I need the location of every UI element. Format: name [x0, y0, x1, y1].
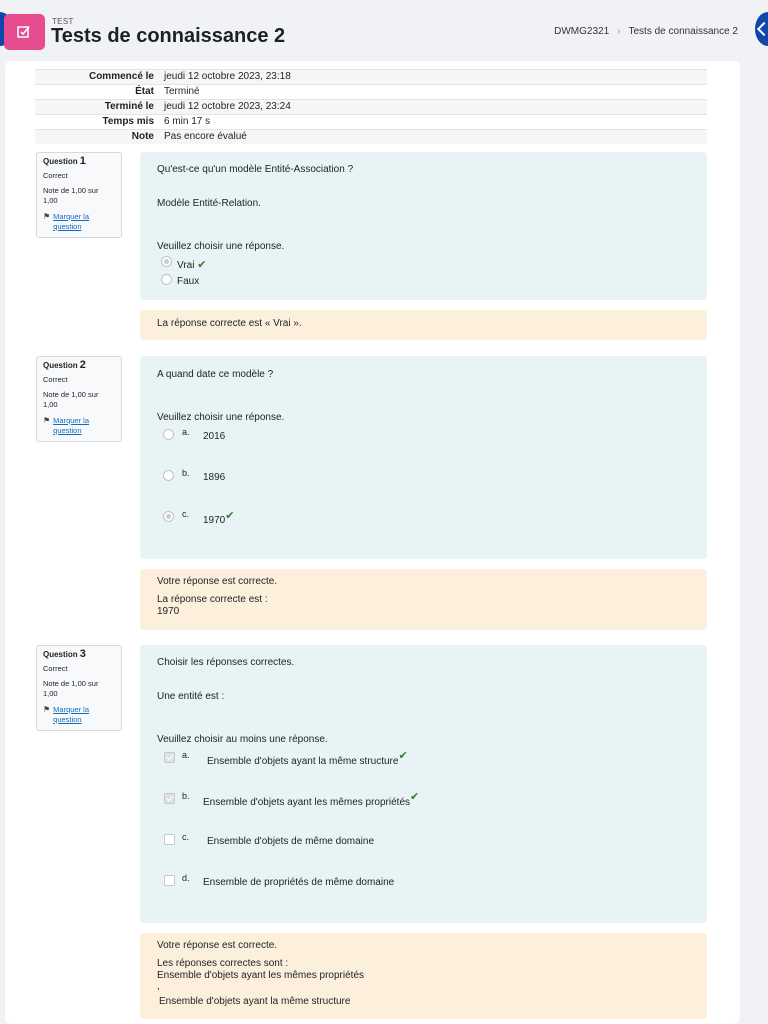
- answer-checkbox-d[interactable]: [164, 875, 175, 886]
- answer-letter: a.: [182, 750, 190, 760]
- feedback-text: Votre réponse est correcte.: [157, 940, 278, 951]
- answer-option-faux: Faux: [177, 276, 200, 287]
- feedback-text: Les réponses correctes sont :: [157, 958, 289, 969]
- answer-option-a: [207, 749, 408, 767]
- question-feedback-3: [140, 933, 707, 1019]
- answer-letter: a.: [182, 427, 190, 437]
- flag-icon: ⚑: [43, 212, 51, 221]
- breadcrumb: [554, 26, 738, 37]
- answer-option-vrai: [177, 258, 206, 271]
- answer-option-c: Ensemble d'objets de même domaine: [207, 836, 375, 847]
- question-state: Correct: [43, 664, 68, 673]
- feedback-text: ,: [157, 981, 160, 992]
- answer-radio-c[interactable]: [163, 511, 174, 522]
- answer-prompt: Veuillez choisir au moins une réponse.: [157, 734, 328, 745]
- answer-letter: b.: [182, 468, 190, 478]
- answer-prompt: Veuillez choisir une réponse.: [157, 241, 285, 252]
- answer-prompt: Veuillez choisir une réponse.: [157, 412, 285, 423]
- flag-question-link[interactable]: Marquer la question: [53, 416, 90, 435]
- summary-value: jeudi 12 octobre 2023, 23:18: [159, 70, 707, 85]
- question-info-2: [36, 356, 122, 442]
- answer-radio-a[interactable]: [163, 429, 174, 440]
- question-grade: Note de 1,00 sur 1,00: [43, 390, 99, 409]
- question-feedback-1: [140, 310, 707, 340]
- question-text: Qu'est-ce qu'un modèle Entité-Association ?: [157, 164, 354, 175]
- feedback-text: 1970: [157, 606, 180, 617]
- answer-option-a: 2016: [203, 431, 226, 442]
- answer-checkbox-b[interactable]: [164, 793, 175, 804]
- correct-check-icon: ✔: [197, 259, 207, 271]
- summary-value: jeudi 12 octobre 2023, 23:24: [159, 100, 707, 115]
- answer-checkbox-a[interactable]: [164, 752, 175, 763]
- summary-row: [35, 130, 707, 145]
- answer-label: Ensemble d'objets ayant la même structure: [207, 756, 399, 767]
- question-content-2: [140, 356, 707, 559]
- question-number: 2: [79, 359, 86, 371]
- answer-radio-faux[interactable]: [161, 274, 172, 285]
- summary-row: [35, 100, 707, 115]
- summary-value: Terminé: [159, 85, 707, 100]
- summary-value: 6 min 17 s: [159, 115, 707, 130]
- feedback-text: Votre réponse est correcte.: [157, 576, 278, 587]
- correct-check-icon: ✔: [410, 791, 420, 803]
- question-feedback-2: [140, 569, 707, 630]
- feedback-text: La réponse correcte est « Vrai ».: [157, 318, 302, 329]
- feedback-text: Ensemble d'objets ayant la même structure: [159, 996, 351, 1007]
- quiz-icon: [4, 14, 45, 50]
- summary-key: Temps mis: [35, 115, 159, 130]
- question-content-3: [140, 645, 707, 923]
- flag-question-link[interactable]: Marquer la question: [53, 705, 90, 724]
- attempt-summary-table: [35, 69, 707, 144]
- summary-row: [35, 115, 707, 130]
- question-number: 1: [79, 155, 86, 167]
- answer-label: Ensemble d'objets ayant les mêmes propriétés: [203, 797, 411, 808]
- question-subtext: Une entité est :: [157, 691, 225, 702]
- question-label: Question: [43, 157, 78, 166]
- answer-option-d: Ensemble de propriétés de même domaine: [203, 877, 395, 888]
- answer-letter: d.: [182, 873, 190, 883]
- answer-letter: c.: [182, 509, 190, 519]
- question-label: Question: [43, 650, 78, 659]
- answer-checkbox-c[interactable]: [164, 834, 175, 845]
- breadcrumb-separator-icon: ›: [617, 26, 621, 37]
- question-number: 3: [79, 648, 86, 660]
- question-subtext: Modèle Entité-Relation.: [157, 198, 261, 209]
- summary-key: État: [35, 85, 159, 100]
- summary-row: [35, 85, 707, 100]
- flag-icon: ⚑: [43, 416, 51, 425]
- answer-radio-b[interactable]: [163, 470, 174, 481]
- question-info-1: [36, 152, 122, 238]
- answer-option-c: [203, 509, 235, 526]
- summary-value: Pas encore évalué: [159, 130, 707, 145]
- feedback-text: Ensemble d'objets ayant les mêmes propriétés: [157, 970, 365, 981]
- flag-icon: ⚑: [43, 705, 51, 714]
- activity-type-label: TEST: [52, 17, 74, 26]
- feedback-text: La réponse correcte est :: [157, 594, 268, 605]
- summary-row: [35, 70, 707, 85]
- answer-label: Vrai: [177, 260, 195, 271]
- answer-label: 1970: [203, 515, 226, 526]
- answer-option-b: [203, 790, 420, 808]
- question-label: Question: [43, 361, 78, 370]
- answer-letter: c.: [182, 832, 190, 842]
- breadcrumb-course-link[interactable]: DWMG2321: [554, 26, 610, 37]
- correct-check-icon: ✔: [225, 510, 235, 522]
- breadcrumb-current: Tests de connaissance 2: [628, 26, 738, 37]
- correct-check-icon: ✔: [398, 750, 408, 762]
- summary-key: Note: [35, 130, 159, 145]
- question-text: A quand date ce modèle ?: [157, 369, 274, 380]
- question-content-1: [140, 152, 707, 300]
- question-text: Choisir les réponses correctes.: [157, 657, 295, 668]
- page-header: [0, 5, 768, 55]
- page-title: Tests de connaissance 2: [51, 25, 286, 47]
- summary-key: Commencé le: [35, 70, 159, 85]
- question-grade: Note de 1,00 sur 1,00: [43, 679, 99, 698]
- question-state: Correct: [43, 375, 68, 384]
- answer-option-b: 1896: [203, 472, 226, 483]
- answer-letter: b.: [182, 791, 190, 801]
- question-info-3: [36, 645, 122, 731]
- flag-question-link[interactable]: Marquer la question: [53, 212, 90, 231]
- answer-radio-vrai[interactable]: [161, 256, 172, 267]
- question-grade: Note de 1,00 sur 1,00: [43, 186, 99, 205]
- question-state: Correct: [43, 171, 68, 180]
- summary-key: Terminé le: [35, 100, 159, 115]
